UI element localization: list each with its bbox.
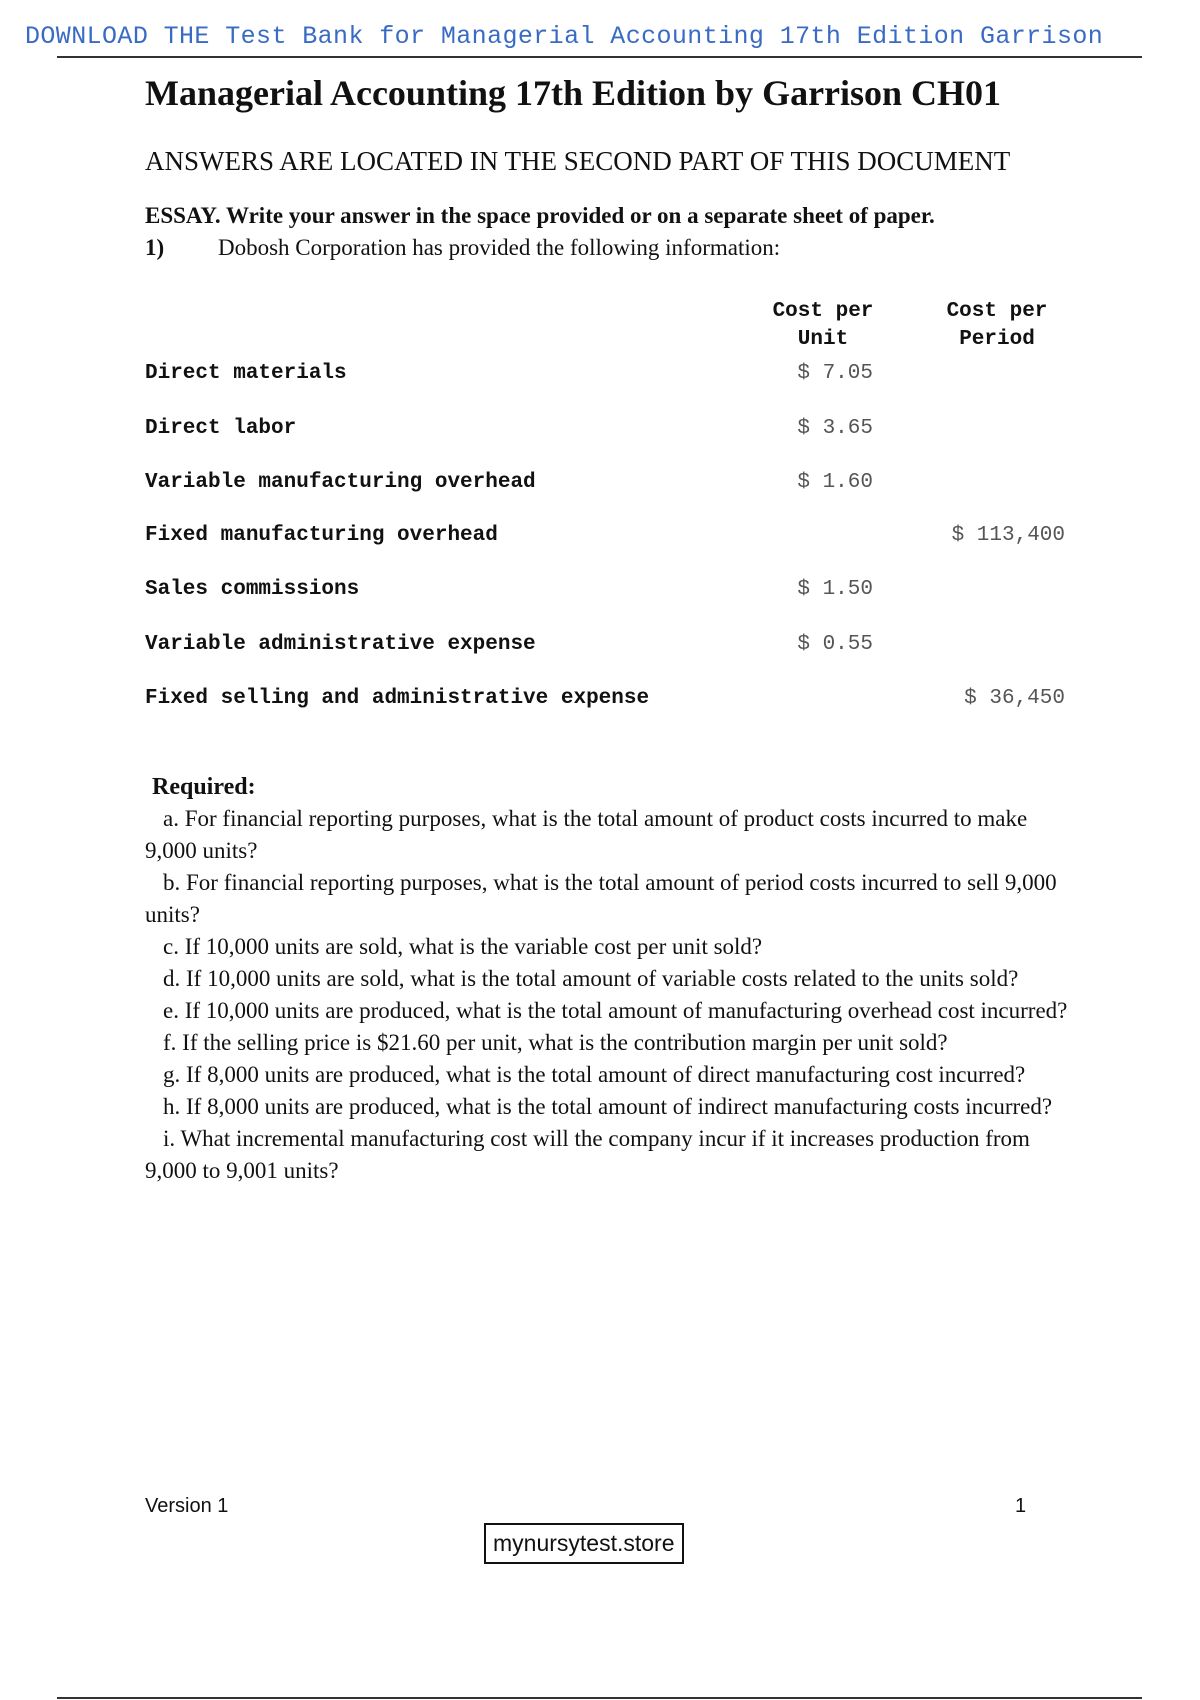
- bottom-divider: [57, 1697, 1142, 1699]
- cost-row-sales-commissions: [145, 578, 1065, 608]
- essay-instruction: ESSAY. Write your answer in the space provided or on a separate sheet of paper.: [145, 203, 935, 228]
- page-number: 1: [1015, 1495, 1027, 1517]
- document-title: Managerial Accounting 17th Edition by Garrison CH01: [145, 73, 1002, 113]
- header-period-line2: Period: [959, 328, 1035, 351]
- cost-row-variable-administrative-expense: [145, 633, 1065, 663]
- cost-label: Sales commissions: [145, 578, 360, 601]
- cost-per-period-value: $ 113,400: [951, 524, 1065, 547]
- answers-note: ANSWERS ARE LOCATED IN THE SECOND PART OF THIS DOCUMENT: [145, 146, 1011, 176]
- required-item-c: c. If 10,000 units are sold, what is the variable cost per unit sold?: [163, 934, 763, 959]
- required-item-i: i. What incremental manufacturing cost will the company incur if it increases production from 9,000 to 9,001 units?: [145, 1126, 1030, 1183]
- cost-per-unit-value: $ 1.60: [797, 471, 873, 494]
- cost-per-period-value: $ 36,450: [964, 687, 1065, 710]
- version-label: Version 1: [145, 1495, 229, 1517]
- cost-label: Variable administrative expense: [145, 633, 536, 656]
- cost-row-variable-manufacturing-overhead: [145, 471, 1065, 501]
- question-number: 1): [145, 235, 165, 260]
- cost-row-direct-materials: [145, 362, 1065, 392]
- cost-per-unit-value: $ 1.50: [797, 578, 873, 601]
- question-intro: Dobosh Corporation has provided the following information:: [218, 235, 781, 260]
- banner-divider: [57, 56, 1142, 58]
- header-cost-per-unit: [758, 298, 888, 354]
- cost-per-unit-value: $ 7.05: [797, 362, 873, 385]
- cost-label: Variable manufacturing overhead: [145, 471, 536, 494]
- header-unit-line1: Cost per: [772, 300, 874, 323]
- cost-label: Direct materials: [145, 362, 347, 385]
- required-item-d: d. If 10,000 units are sold, what is the total amount of variable costs related to the units sold?: [163, 966, 1019, 991]
- required-item-f: f. If the selling price is $21.60 per unit, what is the contribution margin per unit sold?: [163, 1030, 948, 1055]
- required-heading: Required:: [152, 774, 256, 800]
- cost-per-unit-value: $ 3.65: [797, 417, 873, 440]
- header-period-line1: Cost per: [946, 300, 1048, 323]
- cost-per-unit-value: $ 0.55: [797, 633, 873, 656]
- required-item-e: e. If 10,000 units are produced, what is the total amount of manufacturing overhead cost incurred?: [163, 998, 1068, 1023]
- header-cost-per-period: [932, 298, 1062, 354]
- download-banner-link[interactable]: DOWNLOAD THE Test Bank for Managerial Accounting 17th Edition Garrison: [25, 22, 1104, 51]
- cost-label: Fixed selling and administrative expense: [145, 687, 650, 710]
- cost-row-fixed-manufacturing-overhead: [145, 524, 1065, 554]
- cost-label: Fixed manufacturing overhead: [145, 524, 498, 547]
- cost-row-direct-labor: [145, 417, 1065, 447]
- required-item-h: h. If 8,000 units are produced, what is the total amount of indirect manufacturing costs incurred?: [163, 1094, 1053, 1119]
- cost-label: Direct labor: [145, 417, 297, 440]
- cost-row-fixed-selling-administrative-expense: [145, 687, 1065, 717]
- required-list: [145, 803, 1080, 1187]
- header-unit-line2: Unit: [797, 328, 849, 351]
- required-item-a: a. For financial reporting purposes, what is the total amount of product costs incurred to make 9,000 units?: [145, 806, 1028, 863]
- required-item-g: g. If 8,000 units are produced, what is the total amount of direct manufacturing cost incurred?: [163, 1062, 1026, 1087]
- site-stamp: mynursytest.store: [484, 1523, 684, 1564]
- required-item-b: b. For financial reporting purposes, what is the total amount of period costs incurred to sell 9,000 units?: [145, 870, 1057, 927]
